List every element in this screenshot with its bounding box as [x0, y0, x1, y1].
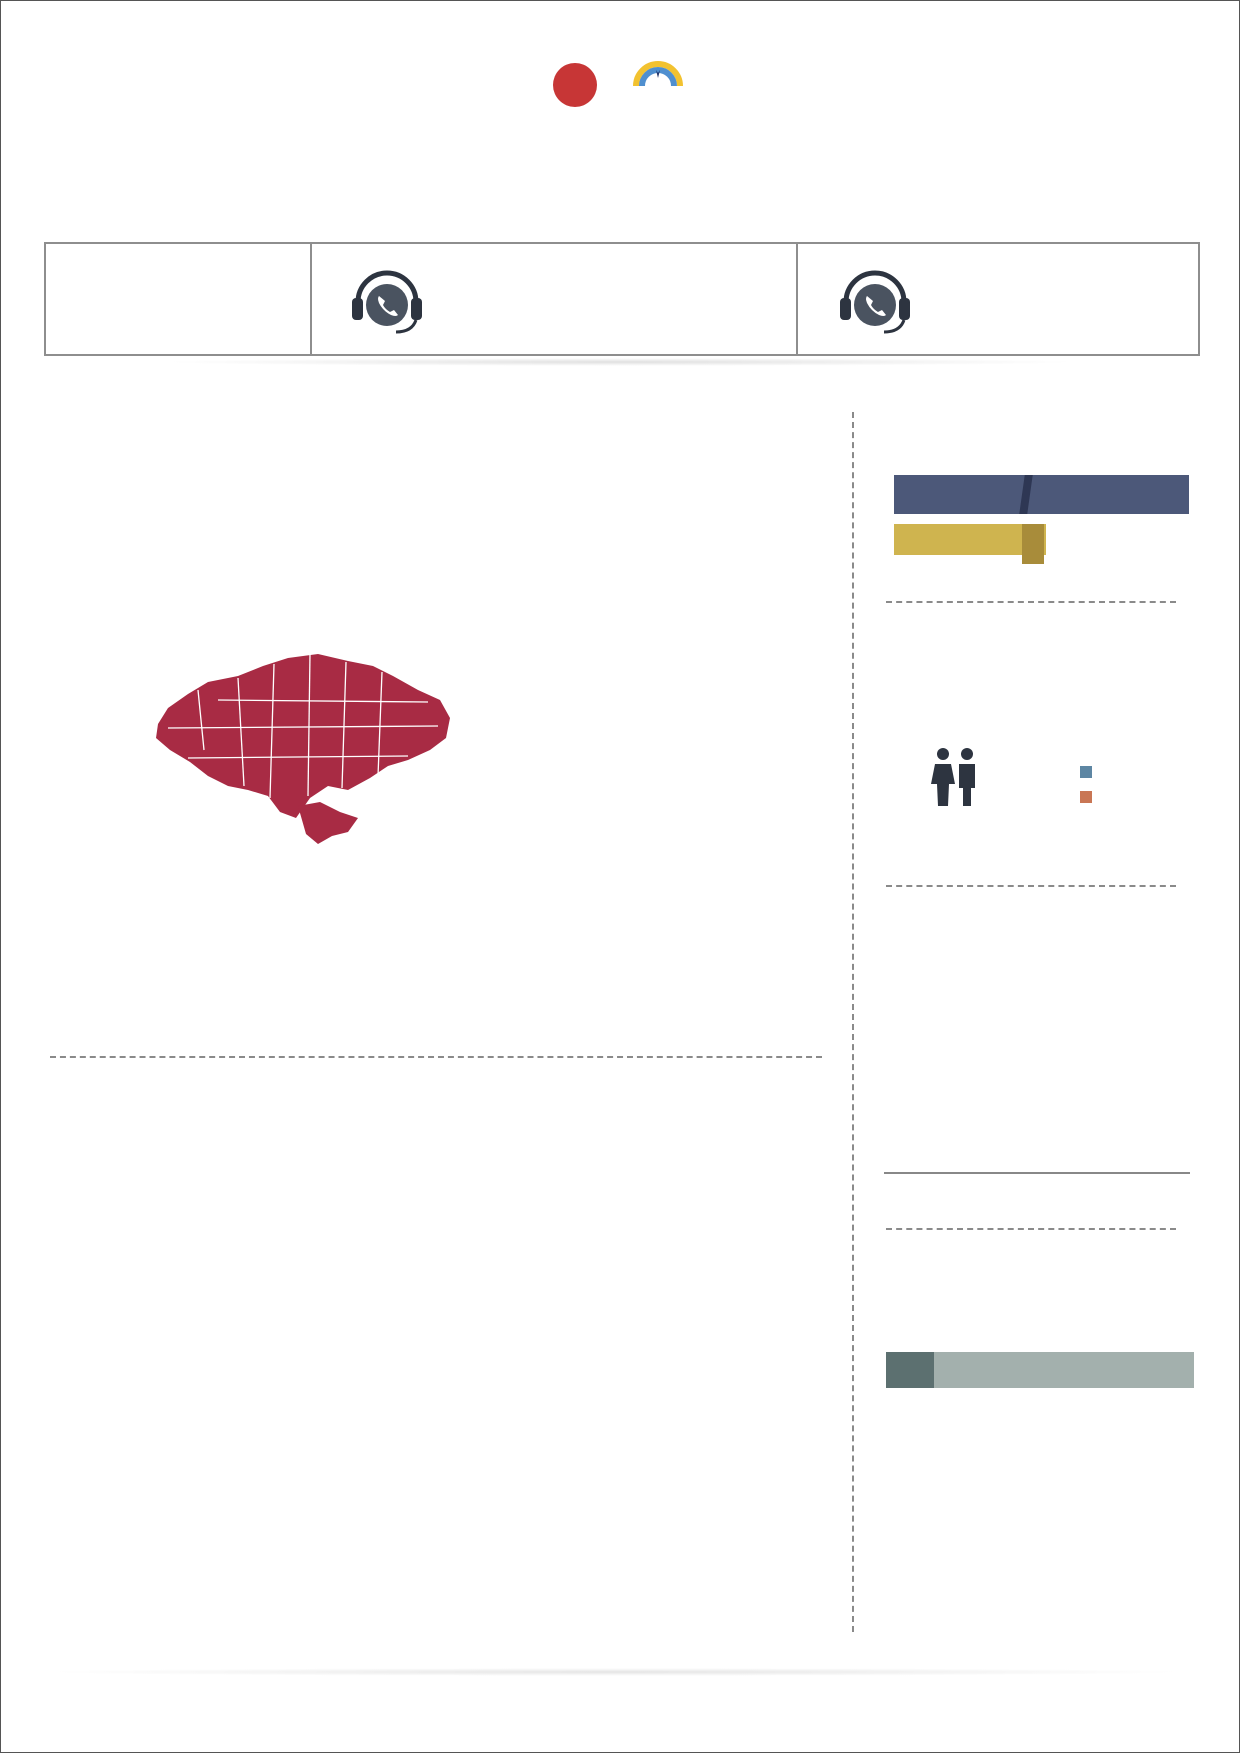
gender-legend-women [1080, 789, 1098, 807]
stats-divider [310, 244, 312, 354]
gender-legend-men [1080, 764, 1098, 782]
ministry-logo [628, 60, 708, 110]
section-divider [886, 1228, 1176, 1230]
ministry-emblem-icon [628, 60, 708, 86]
headset-phone-icon [350, 266, 424, 336]
ukraine-map-icon [156, 654, 450, 844]
legend-swatch [1080, 791, 1092, 803]
section-divider [886, 885, 1176, 887]
stats-box [44, 242, 1200, 356]
page-title [40, 132, 1046, 212]
donbas-sos-logo [553, 63, 597, 107]
divider-shadow [160, 358, 1080, 366]
gender-donut-chart [880, 702, 1030, 852]
consult-bar-info [894, 475, 1189, 514]
man-woman-icon [931, 748, 975, 806]
age-axis [884, 1172, 1190, 1174]
column-divider [852, 412, 854, 1632]
legend-swatch [1080, 766, 1092, 778]
headset-phone-icon [838, 266, 912, 336]
consult-bar-law-cap [1022, 524, 1044, 564]
stats-divider [796, 244, 798, 354]
section-divider [886, 601, 1176, 603]
vulnerable-total-cap [886, 1352, 934, 1388]
section-divider [50, 1056, 822, 1058]
regional-donut-chart [48, 486, 548, 986]
footer-shadow [40, 1668, 1190, 1676]
